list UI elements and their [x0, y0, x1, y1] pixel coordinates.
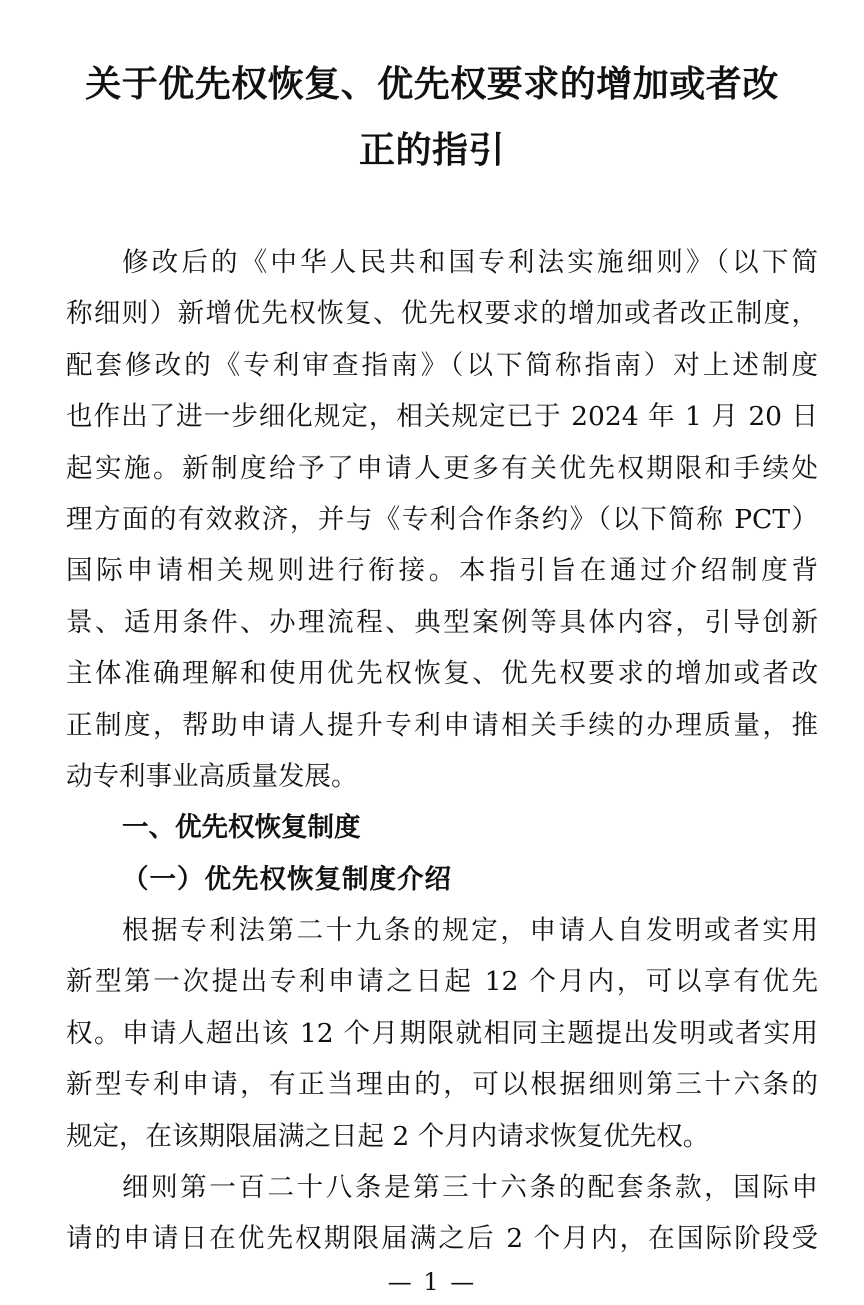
paragraph-line: 新型第一次提出专利申请之日起 12 个月内，可以享有优先	[66, 966, 818, 998]
paragraph-line: 称细则）新增优先权恢复、优先权要求的增加或者改正制度，	[66, 298, 818, 330]
paragraph-line: 权。申请人超出该 12 个月期限就相同主题提出发明或者实用	[66, 1017, 818, 1049]
document-title	[48, 52, 816, 184]
title-line: 正的指引	[358, 130, 505, 171]
paragraph-line: 正制度，帮助申请人提升专利申请相关手续的办理质量，推	[66, 709, 818, 741]
paragraph-line: 国际申请相关规则进行衔接。本指引旨在通过介绍制度背	[66, 555, 818, 587]
paragraph-line: 根据专利法第二十九条的规定，申请人自发明或者实用	[122, 915, 818, 947]
paragraph-line: 配套修改的《专利审查指南》（以下简称指南）对上述制度	[66, 349, 818, 381]
paragraph-line: 新型专利申请，有正当理由的，可以根据细则第三十六条的	[66, 1069, 818, 1101]
section-heading: 一、优先权恢复制度	[122, 812, 361, 844]
page-number: — 1 —	[387, 1268, 477, 1296]
paragraph-line: 也作出了进一步细化规定，相关规定已于 2024 年 1 月 20 日	[66, 401, 818, 433]
paragraph-line: 修改后的《中华人民共和国专利法实施细则》（以下简	[122, 247, 818, 278]
title-line: 关于优先权恢复、优先权要求的增加或者改	[85, 64, 779, 105]
paragraph-line: 起实施。新制度给予了申请人更多有关优先权期限和手续处	[66, 452, 818, 484]
paragraph-line: 规定，在该期限届满之日起 2 个月内请求恢复优先权。	[66, 1120, 710, 1152]
paragraph-line: 景、适用条件、办理流程、典型案例等具体内容，引导创新	[66, 606, 818, 638]
paragraph-line: 理方面的有效救济，并与《专利合作条约》（以下简称 PCT）	[66, 503, 818, 535]
paragraph-line: 动专利事业高质量发展。	[66, 760, 358, 792]
paragraph-line: 主体准确理解和使用优先权恢复、优先权要求的增加或者改	[66, 658, 818, 690]
paragraph-line: 请的申请日在优先权期限届满之后 2 个月内，在国际阶段受	[66, 1223, 818, 1255]
paragraph-line: 细则第一百二十八条是第三十六条的配套条款，国际申	[122, 1172, 818, 1204]
subsection-heading: （一）优先权恢复制度介绍	[122, 863, 452, 895]
document-body	[66, 237, 818, 1265]
